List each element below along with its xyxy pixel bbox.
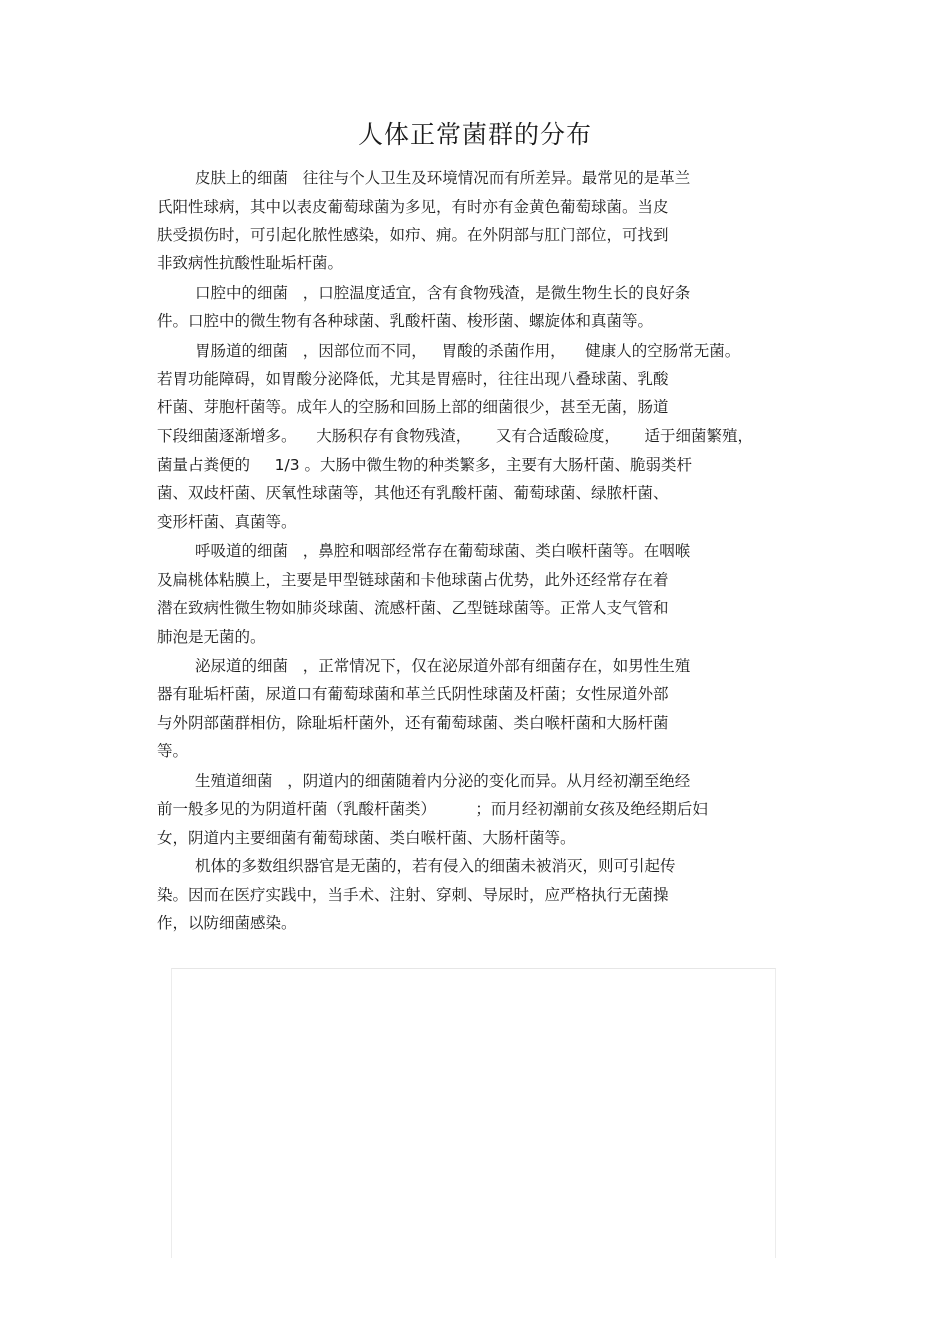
text-line: 下段细菌逐渐增多。 大肠积存有食物残渣， 又有合适酸硷度， 适于细菌繁殖， (157, 427, 753, 445)
text-line: 氏阳性球病，其中以表皮葡萄球菌为多见，有时亦有金黄色葡萄球菌。当皮 (157, 198, 669, 216)
text-line: 非致病性抗酸性耻垢杆菌。 (157, 254, 344, 272)
text-line: 皮肤上的细菌 往往与个人卫生及环境情况而有所差异。最常见的是革兰 (195, 169, 691, 187)
text-line: 潜在致病性微生物如肺炎球菌、流感杆菌、乙型链球菌等。正常人支气管和 (157, 599, 669, 617)
text-line: 器有耻垢杆菌，尿道口有葡萄球菌和革兰氏阴性球菌及杆菌；女性尿道外部 (157, 685, 669, 703)
text-line: 胃肠道的细菌 ，因部位而不同， 胃酸的杀菌作用， 健康人的空肠常无菌。 (195, 342, 741, 360)
page-title: 人体正常菌群的分布 (357, 120, 592, 149)
text-line: 作，以防细菌感染。 (157, 914, 297, 932)
text-line: 变形杆菌、真菌等。 (157, 513, 297, 531)
text-line: 女，阴道内主要细菌有葡萄球菌、类白喉杆菌、大肠杆菌等。 (157, 829, 576, 847)
text-line: 染。因而在医疗实践中，当手术、注射、穿刺、导尿时，应严格执行无菌操 (157, 886, 669, 904)
text-line: 菌、双歧杆菌、厌氧性球菌等，其他还有乳酸杆菌、葡萄球菌、绿脓杆菌、 (157, 484, 669, 502)
text-line: 件。口腔中的微生物有各种球菌、乳酸杆菌、梭形菌、螺旋体和真菌等。 (157, 312, 654, 330)
text-line: 前一般多见的为阴道杆菌（乳酸杆菌类） ；而月经初潮前女孩及绝经期后妇 (157, 800, 708, 818)
text-line: 等。 (157, 742, 189, 760)
text-line: 若胃功能障碍，如胃酸分泌降低，尤其是胃癌时，往往出现八叠球菌、乳酸 (157, 370, 669, 388)
text-line: 生殖道细菌 ，阴道内的细菌随着内分泌的变化而异。从月经初潮至绝经 (195, 772, 691, 790)
text-line: 机体的多数组织器官是无菌的，若有侵入的细菌未被消灭，则可引起传 (195, 857, 676, 875)
text-line: 及扁桃体粘膜上，主要是甲型链球菌和卡他球菌占优势，此外还经常存在着 (157, 571, 669, 589)
text-line: 肤受损伤时，可引起化脓性感染，如疖、痈。在外阴部与肛门部位，可找到 (157, 226, 669, 244)
text-line: 菌量占粪便的 1/3 。大肠中微生物的种类繁多，主要有大肠杆菌、脆弱类杆 (157, 456, 693, 474)
text-line: 肺泡是无菌的。 (157, 628, 266, 646)
text-line: 呼吸道的细菌 ，鼻腔和咽部经常存在葡萄球菌、类白喉杆菌等。在咽喉 (195, 542, 691, 560)
text-line: 口腔中的细菌 ，口腔温度适宜，含有食物残渣，是微生物生长的良好条 (195, 284, 691, 302)
text-line: 泌尿道的细菌 ，正常情况下，仅在泌尿道外部有细菌存在，如男性生殖 (195, 657, 691, 675)
text-line: 与外阴部菌群相仿，除耻垢杆菌外，还有葡萄球菌、类白喉杆菌和大肠杆菌 (157, 714, 669, 732)
text-line: 杆菌、芽胞杆菌等。成年人的空肠和回肠上部的细菌很少，甚至无菌，肠道 (157, 398, 669, 416)
blank-frame (171, 968, 776, 1258)
